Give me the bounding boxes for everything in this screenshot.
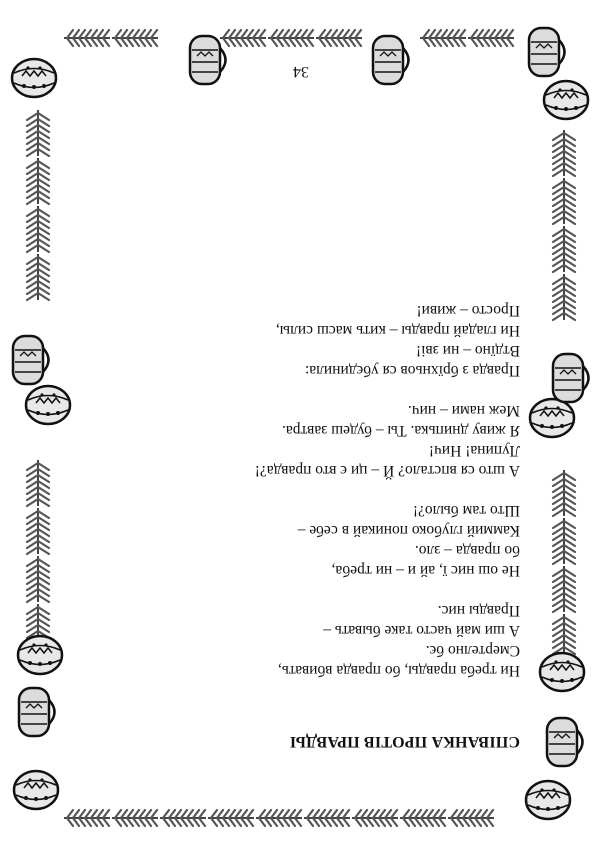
page-number: 34 — [293, 63, 309, 80]
poem-line: Правды нис. — [437, 602, 520, 619]
poem-line: Што там было?! — [412, 502, 520, 519]
poem-line: Правда з брїхньов ся убєдинила: — [304, 362, 520, 379]
poem-line: Смертелно бє. — [425, 642, 520, 659]
poem-line: Ни гладай правды – кить масш силы, — [275, 322, 520, 339]
poem-line: А што ся впстало? Й – ци є вто правда?! — [254, 462, 520, 479]
stanza — [80, 300, 520, 380]
poem-line: Меж нами – нич. — [407, 402, 520, 419]
poem-line: Лупина! Нич! — [428, 442, 520, 459]
poem-line: Каммий глубоко поникай в себе – — [297, 522, 520, 539]
poem-body — [80, 280, 520, 680]
stanza — [80, 400, 520, 480]
poem-line: Втдїно – ни зві! — [415, 342, 520, 359]
poem-line: Я живу днипька. Ты – будеш завтра. — [281, 422, 520, 439]
stanza — [80, 600, 520, 680]
poem-line: Просто – живи! — [416, 302, 520, 319]
poem-line: бо правда – зло. — [414, 542, 520, 559]
poem-line: Не ош нис ї, ай и – ни треба, — [331, 562, 520, 579]
poem-line: А ши май часто таке бывать – — [323, 622, 520, 639]
stanza — [80, 500, 520, 580]
poem-title: СПІВАНКА ПРОТІВ ПРАВДЫ — [289, 733, 520, 750]
poem-line: Ни треба правды, бо правда вбивать, — [277, 662, 520, 679]
